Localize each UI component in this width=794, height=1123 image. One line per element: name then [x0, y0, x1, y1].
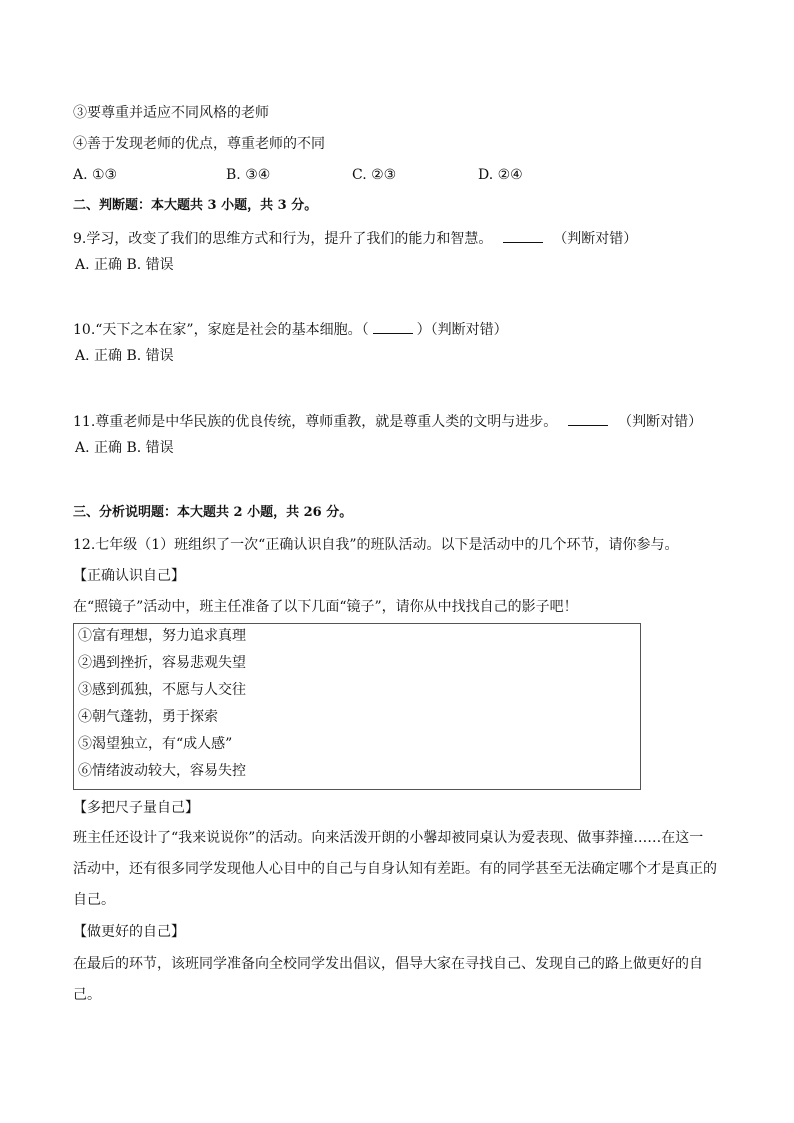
q10-text: 10.“天下之本在家”，家庭是社会的基本细胞。（	[73, 322, 369, 338]
q12-part3-title: 【做更好的自己】	[73, 924, 185, 940]
option-item-4: ④善于发现老师的优点，尊重老师的不同	[73, 136, 325, 152]
mirror-item: ③感到孤独，不愿与人交往	[78, 682, 246, 698]
q9-text: 9.学习，改变了我们的思维方式和行为，提升了我们的能力和智慧。	[73, 231, 493, 247]
q9-judge-note: （判断对错）	[553, 231, 638, 247]
q9-stem	[73, 228, 637, 249]
q12-part3-line: 己。	[73, 987, 101, 1003]
option-item-3: ③要尊重并适应不同风格的老师	[73, 105, 269, 121]
section2-heading: 二、判断题：本大题共 3 小题，共 3 分。	[73, 198, 318, 213]
q10-answers: A. 正确 B. 错误	[75, 348, 174, 364]
mirror-item: ①富有理想，努力追求真理	[78, 628, 246, 644]
q12-part1-title: 【正确认识自己】	[73, 568, 185, 584]
choice-a: A. ①③	[73, 167, 118, 183]
choice-c: C. ②③	[352, 167, 397, 183]
q11-judge-note: （判断对错）	[618, 414, 703, 430]
q11-answers: A. 正确 B. 错误	[75, 440, 174, 456]
q12-part3-line: 在最后的环节，该班同学准备向全校同学发出倡议，倡导大家在寻找自己、发现自己的路上做更好的自	[73, 956, 703, 972]
q12-intro: 12.七年级（1）班组织了一次“正确认识自我”的班队活动。以下是活动中的几个环节，请你参与。	[73, 537, 679, 553]
mirror-item: ④朝气蓬勃，勇于探索	[78, 709, 218, 725]
q11-stem	[73, 411, 702, 432]
q10-stem	[73, 319, 508, 340]
section3-heading: 三、分析说明题：本大题共 2 小题，共 26 分。	[73, 505, 353, 520]
choice-b: B. ③④	[226, 167, 271, 183]
mirrors-box	[73, 623, 641, 790]
q9-answer-blank[interactable]	[503, 228, 543, 243]
q12-part2-title: 【多把尺子量自己】	[73, 800, 199, 816]
q9-answers: A. 正确 B. 错误	[75, 257, 174, 273]
mirror-item: ⑥情绪波动较大，容易失控	[78, 763, 246, 779]
mirror-item: ②遇到挫折，容易悲观失望	[78, 655, 246, 671]
q12-part1-text: 在“照镜子”活动中，班主任准备了以下几面“镜子”，请你从中找找自己的影子吧！	[73, 599, 578, 615]
q12-part2-line: 班主任还设计了“我来说说你”的活动。向来活泼开朗的小馨却被同桌认为爱表现、做事莽撞……在这一	[73, 830, 704, 846]
q11-answer-blank[interactable]	[568, 411, 608, 426]
q11-text: 11.尊重老师是中华民族的优良传统，尊师重教，就是尊重人类的文明与进步。	[73, 414, 558, 430]
q12-part2-line: 活动中，还有很多同学发现他人心目中的自己与自身认知有差距。有的同学甚至无法确定哪个才是真正的	[73, 861, 717, 877]
q10-judge-note: ）（判断对错）	[416, 322, 508, 338]
choice-d: D. ②④	[478, 167, 523, 183]
q12-part2-line: 自己。	[73, 892, 115, 908]
mirror-item: ⑤渴望独立，有“成人感”	[78, 736, 233, 752]
q10-answer-blank[interactable]	[373, 319, 413, 334]
